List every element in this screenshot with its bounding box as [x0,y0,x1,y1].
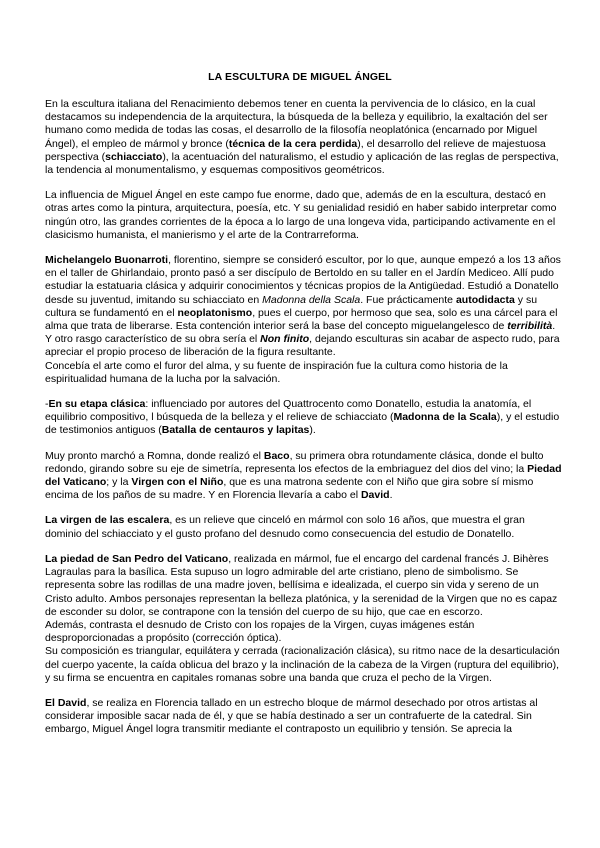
text-run: ). [309,424,316,437]
text-run: ), el desarrollo del relieve de majestuosa perspectiva ( [45,137,546,163]
bold-term: David [360,489,390,502]
text-run: ), la acentuación del naturalismo, el estudio y aplicación de las reglas de perspectiva, la tendencia al monumentalismo, y esquemas compositivos geométricos. [45,150,559,177]
bold-term: Piedad del Vaticano [45,462,562,489]
text-run: , realizada en mármol, fue el encargo del cardenal francés J. Bihères Lagraulas para la basílica. Esta supuso un logro admirable del arte cristiano, pleno de simbolismo. Se representa sobre las rodillas de una madre joven, bellísima e idealizada, el cuerpo sin vida y sereno de un Cristo adulto. Ambos personajes representan la belleza platónica, y la serenidad de la Virgen que no es capaz de esconder su dolor, se contrapone con la tensión del cuerpo de su hijo, que cae en escorzo. [45,552,558,618]
text-run: , florentino, siempre se consideró escultor, por lo que, aunque empezó a los 13 años en el taller de Ghirlandaio, pronto pasó a ser discípulo de Bertoldo en su taller en el Jardín Mediceo. Allí pudo estudiar la estatuaria clásica y adquirir conocimientos y técnicas propios de la Antigüedad. Estudió a Donatello desde su juventud, imitando su schiacciato en [45,254,561,306]
bold-term: La piedad de San Pedro del Vaticano [45,552,229,565]
text-run: , su primera obra rotundamente clásica, donde el bulto redondo, girando sobre su eje de simetría, representa los efectos de la embriaguez del dios del vino; la [45,449,544,475]
document-body [45,98,563,749]
paragraph-buonarroti [45,254,563,386]
text-run: . [389,489,393,502]
text-run: , se realiza en Florencia tallado en un estrecho bloque de mármol desechado por otros artistas al considerar imposible sacar nada de él, y que se había destinado a ser un contrafuerte de la catedral. Sin embargo, Miguel Ángel logra transmitir mediante el contraposto un equilibrio y tensión. Se aprecia la [45,696,538,736]
text-line: Concebía el arte como el furor del alma, y su fuente de inspiración fue la cultura como historia de la espiritualidad humana de la lucha por la salvación. [45,359,508,385]
paragraph-classic-stage [45,398,563,438]
paragraph-influence: La influencia de Miguel Ángel en este campo fue enorme, dado que, además de en la escultura, destacó en otras artes como la pintura, arquitectura, poesía, etc. Y su genialidad residió en haber sabido interpretar como ningún otro, las grandes corrientes de la época a lo largo de una longeva vida, participando activamente en el clasicismo humanista, el manierismo y el arte de la Contrarreforma. [45,189,557,241]
italic-term: Madonna della Scala [262,293,361,306]
paragraph-piedad [45,553,563,685]
text-run: - [45,398,49,411]
bold-term: técnica de la cera perdida [228,137,358,150]
text-run: ), y el estudio de testimonios antiguos ( [45,411,560,437]
bold-term: Madonna de la Scala [393,411,497,424]
bold-term: El David [45,696,87,709]
text-run: ; y la [106,476,132,489]
text-run: . Y otro rasgo característico de su obra sería el [45,320,556,346]
bold-term: La virgen de las escalera [45,514,170,527]
bold-term: Batalla de centauros y lapitas [161,424,310,437]
paragraph-rome [45,450,563,503]
paragraph-david [45,697,563,737]
text-run: En la escultura italiana del Renacimiento debemos tener en cuenta la pervivencia de lo clásico, en la cual destacamos su independencia de la arquitectura, la búsqueda de la belleza y equilibrio, la exaltación del ser humano como medida de todas las cosas, el desarrollo de la filosofía neoplatónica (encarnado por Miguel Ángel), el empleo de mármol y bronce ( [45,98,548,150]
bold-term: Virgen con el Niño [131,476,224,489]
bold-term: En su etapa clásica [48,398,146,411]
bold-term: Baco [263,449,290,462]
paragraph-intro [45,98,563,177]
bold-term: autodidacta [455,293,515,306]
text-line: Además, contrasta el desnudo de Cristo con los ropajes de la Virgen, cuyas imágenes están desproporcionadas a propósito (corrección óptica). [45,618,475,645]
text-line: Su composición es triangular, equilátera y cerrada (racionalización clásica), su ritmo nace de la desarticulación del cuerpo yacente, la caída oblicua del brazo y la inclinación de la cabeza de la Virgen (ruptura del equilibrio), y su firma se encuentra en capitales romanas sobre una banda que cruza el pecho de la Virgen. [45,645,560,684]
bold-term: schiacciato [105,150,163,163]
text-run: . Fue prácticamente [360,293,456,306]
bold-term: Michelangelo Buonarroti [45,254,169,267]
bold-italic-term: Non finito [260,333,310,346]
text-run: , es un relieve que cinceló en mármol con solo 16 años, que muestra el gran dominio del schiacciato y el gusto profano del desnudo como consecuencia del estudio de Donatello. [45,514,525,540]
page-title: LA ESCULTURA DE MIGUEL ÁNGEL [208,71,392,83]
text-run: : influenciado por autores del Quattrocento como Donatello, estudia la anatomía, el equilibrio compositivo, l búsqueda de la belleza y el relieve de schiacciato ( [45,398,532,424]
bold-italic-term: terribilità [507,320,553,333]
text-run: , dejando esculturas sin acabar de aspecto rudo, para apreciar el propio proceso de liberación de la figura resultante. [45,333,560,359]
text-run: , que es una matrona sedente con el Niño que gira sobre sí mismo encima de los paños de su madre. Y en Florencia llevaría a cabo el [45,476,534,502]
text-run: Muy pronto marchó a Romna, donde realizó el [45,449,264,462]
bold-term: neoplatonismo [177,306,253,319]
paragraph-virgen-escalera [45,514,563,540]
text-run: , pues el cuerpo, por hermoso que sea, solo es una cárcel para el alma que trata de liberarse. Esta contención interior será la base del concepto miguelangelesco de [45,306,558,333]
text-run: y su cultura se fundamentó en el [45,293,538,319]
